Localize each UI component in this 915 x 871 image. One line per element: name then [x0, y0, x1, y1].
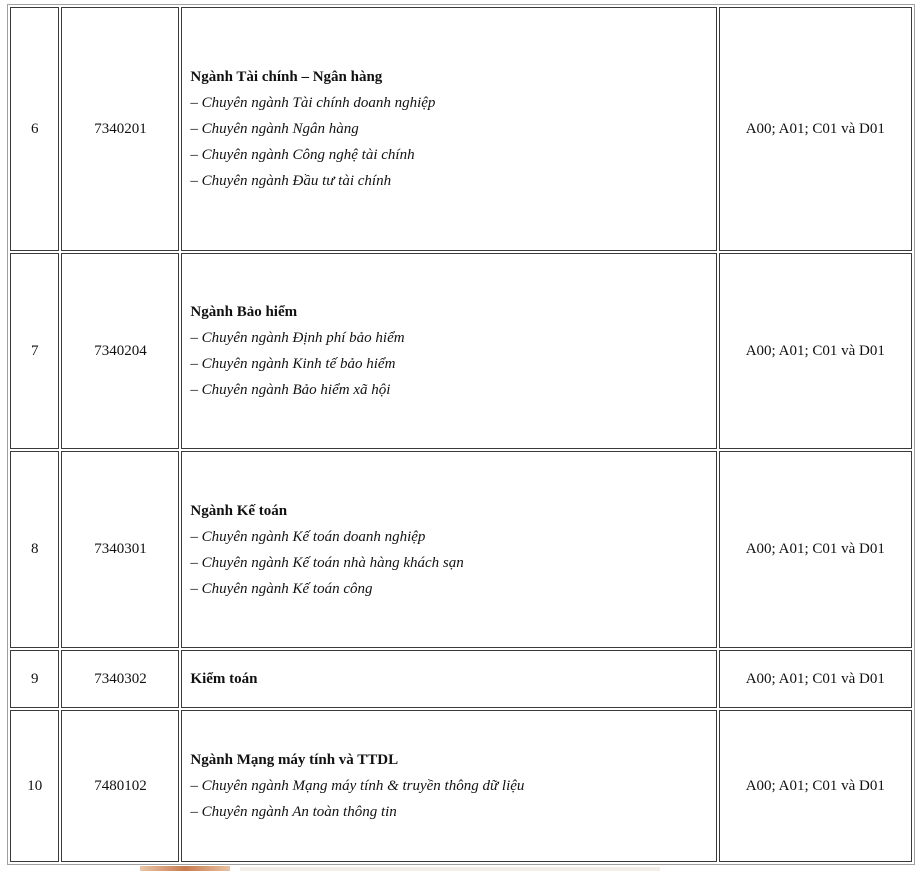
specialization-item: – Chuyên ngành An toàn thông tin [190, 804, 397, 820]
cropped-image-edge [240, 867, 660, 871]
cropped-image-edge [140, 866, 230, 871]
specialization-item: – Chuyên ngành Đầu tư tài chính [190, 173, 392, 189]
specialization-item: – Chuyên ngành Công nghệ tài chính [190, 147, 415, 163]
majors-table [7, 4, 915, 865]
major-code: 7340201 [61, 7, 179, 251]
major-cell [181, 650, 716, 708]
major-cell [181, 253, 716, 449]
major-name: Ngành Bảo hiểm [190, 304, 298, 320]
specialization-item: – Chuyên ngành Ngân hàng [190, 121, 359, 137]
specialization-item: – Chuyên ngành Mạng máy tính & truyền thông dữ liệu [190, 778, 525, 794]
major-name: Ngành Tài chính – Ngân hàng [190, 69, 383, 85]
specialization-item: – Chuyên ngành Kế toán doanh nghiệp [190, 528, 426, 545]
row-number: 9 [10, 650, 59, 708]
major-code: 7340204 [61, 253, 179, 449]
specialization-item: – Chuyên ngành Định phí bảo hiểm [190, 330, 405, 346]
specialization-item: – Chuyên ngành Kế toán nhà hàng khách sạn [190, 554, 464, 571]
table-row [10, 7, 912, 251]
specialization-item: – Chuyên ngành Bảo hiểm xã hội [190, 382, 391, 398]
specialization-item: – Chuyên ngành Tài chính doanh nghiệp [190, 95, 436, 111]
row-number: 7 [10, 253, 59, 449]
row-number: 10 [10, 710, 59, 862]
major-code: 7340302 [61, 650, 179, 708]
major-code: 7340301 [61, 451, 179, 648]
table-row [10, 253, 912, 449]
major-code: 7480102 [61, 710, 179, 862]
row-number: 8 [10, 451, 59, 648]
subject-combination: A00; A01; C01 và D01 [719, 253, 912, 449]
table-row [10, 650, 912, 708]
subject-combination: A00; A01; C01 và D01 [719, 451, 912, 648]
major-cell [181, 451, 716, 648]
subject-combination: A00; A01; C01 và D01 [719, 650, 912, 708]
row-number: 6 [10, 7, 59, 251]
major-cell [181, 7, 716, 251]
table-row [10, 710, 912, 862]
specialization-item: – Chuyên ngành Kinh tế bảo hiểm [190, 356, 396, 372]
major-name: Ngành Mạng máy tính và TTDL [190, 752, 399, 768]
subject-combination: A00; A01; C01 và D01 [719, 7, 912, 251]
major-name: Kiểm toán [190, 671, 258, 687]
subject-combination: A00; A01; C01 và D01 [719, 710, 912, 862]
specialization-item: – Chuyên ngành Kế toán công [190, 580, 373, 597]
table-row [10, 451, 912, 648]
major-cell [181, 710, 716, 862]
major-name: Ngành Kế toán [190, 502, 288, 519]
